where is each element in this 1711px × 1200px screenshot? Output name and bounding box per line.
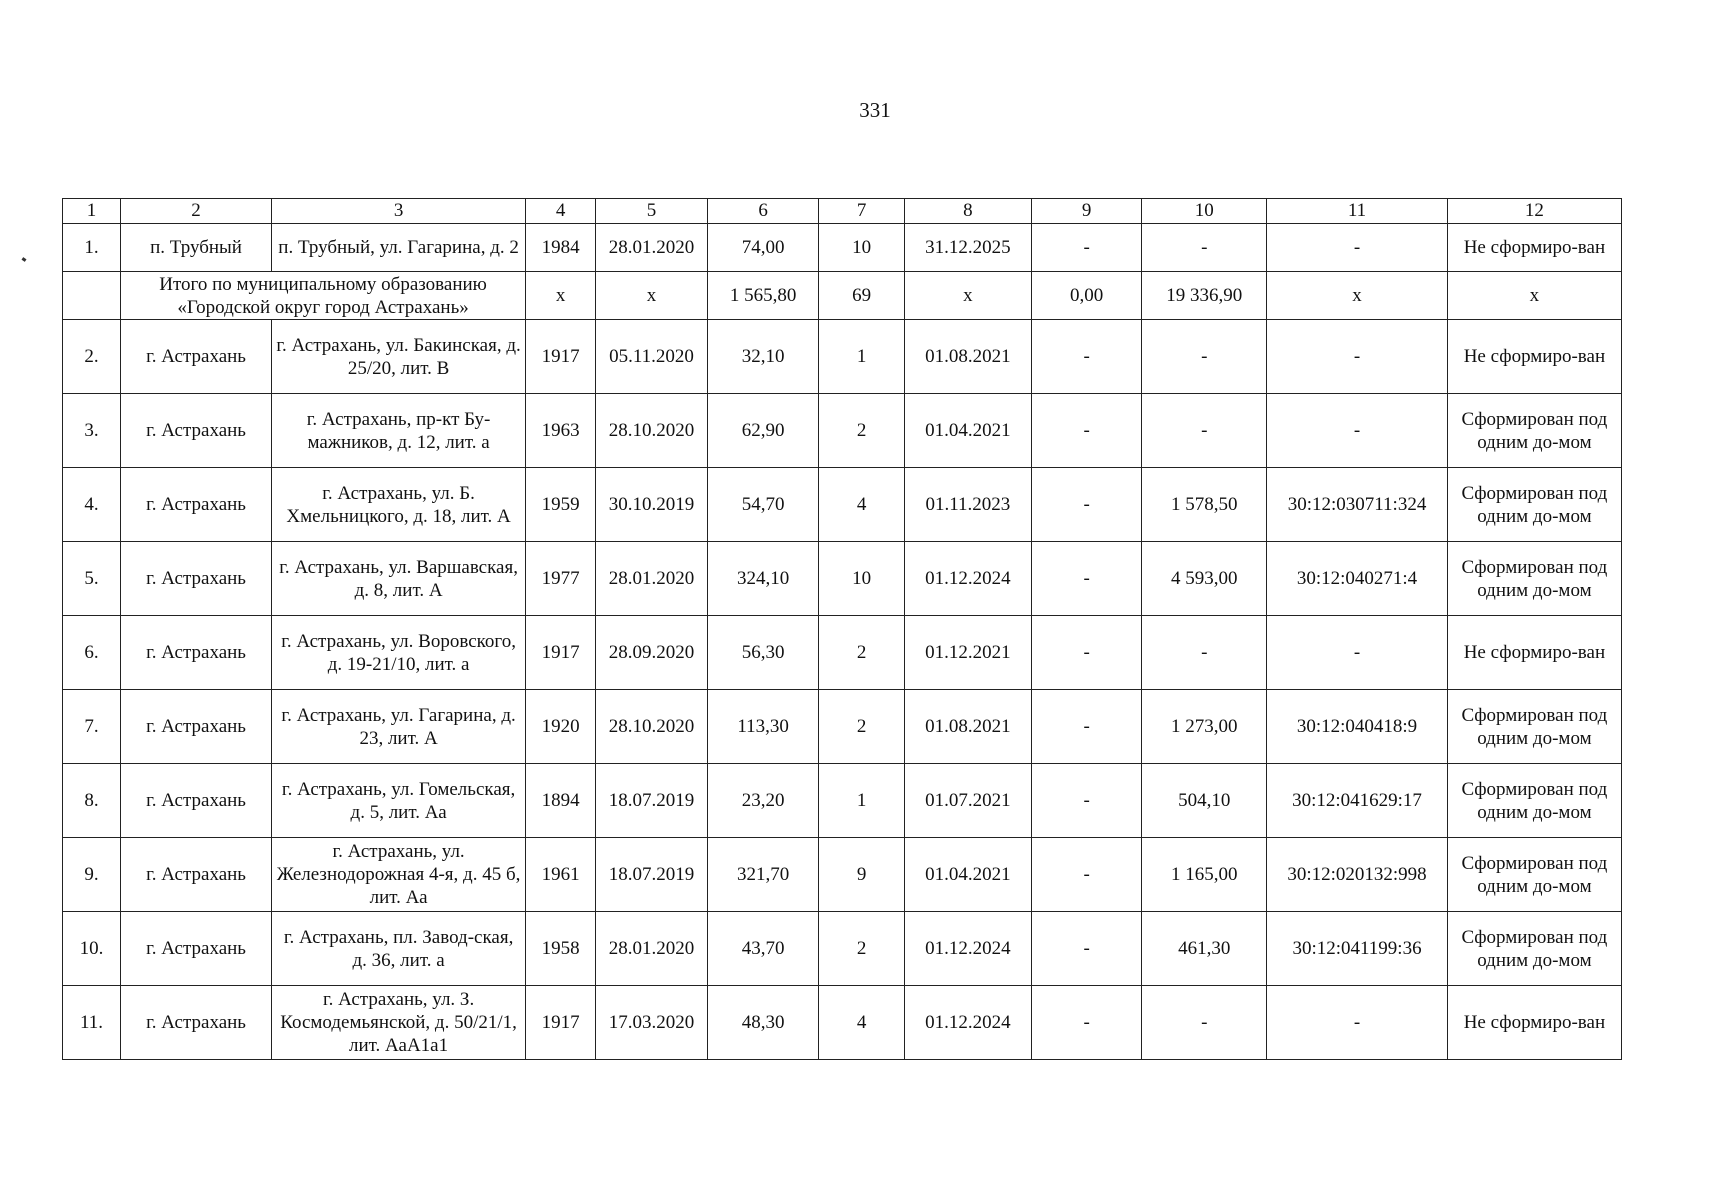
table-cell: 7. <box>63 690 121 764</box>
table-cell: Не сформиро-ван <box>1447 224 1621 272</box>
column-number: 1 <box>63 199 121 224</box>
table-cell: - <box>1031 912 1142 986</box>
total-cell: х <box>526 272 596 320</box>
table-cell: 1977 <box>526 542 596 616</box>
table-cell: - <box>1142 224 1267 272</box>
table-cell: г. Астрахань <box>121 542 272 616</box>
table-cell: 2 <box>819 394 904 468</box>
table-cell: 17.03.2020 <box>596 986 708 1060</box>
table-cell: г. Астрахань <box>121 690 272 764</box>
table-cell: - <box>1031 468 1142 542</box>
total-row <box>63 272 1622 320</box>
table-cell: 28.01.2020 <box>596 224 708 272</box>
table-row <box>63 838 1622 912</box>
table-cell: - <box>1031 542 1142 616</box>
table-cell: 01.12.2024 <box>904 912 1031 986</box>
table-cell: г. Астрахань <box>121 394 272 468</box>
table-cell: Сформирован под одним до-мом <box>1447 690 1621 764</box>
table-cell: 113,30 <box>707 690 819 764</box>
table-cell: 1963 <box>526 394 596 468</box>
table-cell: Сформирован под одним до-мом <box>1447 542 1621 616</box>
table-cell: 9 <box>819 838 904 912</box>
table-cell: г. Астрахань, ул. Б. Хмельницкого, д. 18, лит. А <box>272 468 526 542</box>
table-row <box>63 542 1622 616</box>
table-cell: 28.01.2020 <box>596 912 708 986</box>
empty-cell <box>63 272 121 320</box>
table-cell: 30:12:020132:998 <box>1267 838 1448 912</box>
table-cell: - <box>1267 320 1448 394</box>
column-number: 6 <box>707 199 819 224</box>
table-row <box>63 468 1622 542</box>
housing-registry-table <box>62 198 1622 1060</box>
table-cell: 2. <box>63 320 121 394</box>
table-cell: 1 273,00 <box>1142 690 1267 764</box>
table-cell: г. Астрахань <box>121 838 272 912</box>
table-cell: 18.07.2019 <box>596 764 708 838</box>
table-cell: 30:12:041629:17 <box>1267 764 1448 838</box>
table-cell: 3. <box>63 394 121 468</box>
table-cell: - <box>1031 320 1142 394</box>
table-cell: 4. <box>63 468 121 542</box>
table-cell: 6. <box>63 616 121 690</box>
table-cell: 28.09.2020 <box>596 616 708 690</box>
table-cell: г. Астрахань <box>121 912 272 986</box>
table-cell: 504,10 <box>1142 764 1267 838</box>
table-cell: 1 578,50 <box>1142 468 1267 542</box>
table-cell: - <box>1031 616 1142 690</box>
table-cell: - <box>1142 394 1267 468</box>
table-cell: 30:12:041199:36 <box>1267 912 1448 986</box>
column-number: 2 <box>121 199 272 224</box>
total-cell: х <box>1267 272 1448 320</box>
table-cell: Сформирован под одним до-мом <box>1447 764 1621 838</box>
table-cell: 4 593,00 <box>1142 542 1267 616</box>
table-cell: 1 <box>819 764 904 838</box>
table-cell: 31.12.2025 <box>904 224 1031 272</box>
table-cell: - <box>1142 986 1267 1060</box>
table-cell: - <box>1267 616 1448 690</box>
table-row <box>63 616 1622 690</box>
table-cell: 1917 <box>526 616 596 690</box>
total-cell: х <box>904 272 1031 320</box>
table-cell: 01.04.2021 <box>904 394 1031 468</box>
column-number: 3 <box>272 199 526 224</box>
table-cell: г. Астрахань, пл. Завод-ская, д. 36, лит. а <box>272 912 526 986</box>
total-cell: х <box>596 272 708 320</box>
table-cell: - <box>1142 616 1267 690</box>
table-cell: 43,70 <box>707 912 819 986</box>
table-row <box>63 394 1622 468</box>
table-cell: 74,00 <box>707 224 819 272</box>
table-row <box>63 224 1622 272</box>
table-cell: 01.12.2021 <box>904 616 1031 690</box>
scan-mark <box>22 257 27 262</box>
table-cell: 1917 <box>526 320 596 394</box>
table-cell: г. Астрахань, ул. Бакинская, д. 25/20, лит. В <box>272 320 526 394</box>
table-cell: 10. <box>63 912 121 986</box>
page-number: 331 <box>859 98 891 122</box>
table-cell: 01.12.2024 <box>904 986 1031 1060</box>
column-number: 12 <box>1447 199 1621 224</box>
column-number: 5 <box>596 199 708 224</box>
table-cell: 48,30 <box>707 986 819 1060</box>
table-cell: 28.10.2020 <box>596 394 708 468</box>
table-row <box>63 690 1622 764</box>
table-cell: 32,10 <box>707 320 819 394</box>
table-cell: 28.01.2020 <box>596 542 708 616</box>
table-cell: Не сформиро-ван <box>1447 986 1621 1060</box>
column-number: 9 <box>1031 199 1142 224</box>
table-cell: 01.08.2021 <box>904 690 1031 764</box>
table-cell: - <box>1267 224 1448 272</box>
table-cell: г. Астрахань <box>121 468 272 542</box>
table-cell: - <box>1031 224 1142 272</box>
table-cell: 1917 <box>526 986 596 1060</box>
table-cell: 62,90 <box>707 394 819 468</box>
table-cell: 18.07.2019 <box>596 838 708 912</box>
total-cell: 0,00 <box>1031 272 1142 320</box>
total-cell: 69 <box>819 272 904 320</box>
table-cell: - <box>1031 986 1142 1060</box>
table-cell: 01.04.2021 <box>904 838 1031 912</box>
table-cell: 324,10 <box>707 542 819 616</box>
table-cell: 30.10.2019 <box>596 468 708 542</box>
table-cell: Не сформиро-ван <box>1447 616 1621 690</box>
table-cell: г. Астрахань, ул. З. Космодемьянской, д. 50/21/1, лит. АаА1а1 <box>272 986 526 1060</box>
table-cell: г. Астрахань, ул. Железнодорожная 4-я, д. 45 б, лит. Аа <box>272 838 526 912</box>
table-body <box>63 224 1622 1060</box>
table-cell: 8. <box>63 764 121 838</box>
total-cell: 1 565,80 <box>707 272 819 320</box>
table-cell: 321,70 <box>707 838 819 912</box>
table-cell: г. Астрахань <box>121 764 272 838</box>
table-cell: 1984 <box>526 224 596 272</box>
table-cell: 10 <box>819 542 904 616</box>
table-cell: 11. <box>63 986 121 1060</box>
total-cell: х <box>1447 272 1621 320</box>
table-cell: Сформирован под одним до-мом <box>1447 468 1621 542</box>
table-cell: г. Астрахань <box>121 320 272 394</box>
table-cell: 1. <box>63 224 121 272</box>
table-cell: 01.08.2021 <box>904 320 1031 394</box>
table-cell: - <box>1031 690 1142 764</box>
column-number: 8 <box>904 199 1031 224</box>
table-cell: г. Астрахань, ул. Воровского, д. 19-21/10, лит. а <box>272 616 526 690</box>
table-cell: 30:12:040271:4 <box>1267 542 1448 616</box>
table-cell: 1894 <box>526 764 596 838</box>
table-cell: 1 165,00 <box>1142 838 1267 912</box>
table-cell: 01.11.2023 <box>904 468 1031 542</box>
table-cell: 56,30 <box>707 616 819 690</box>
table-cell: 1959 <box>526 468 596 542</box>
table-cell: 461,30 <box>1142 912 1267 986</box>
table-cell: 30:12:040418:9 <box>1267 690 1448 764</box>
table-cell: 1958 <box>526 912 596 986</box>
table-cell: г. Астрахань, пр-кт Бу-мажников, д. 12, лит. а <box>272 394 526 468</box>
table-row <box>63 320 1622 394</box>
table-cell: 4 <box>819 986 904 1060</box>
table-row <box>63 986 1622 1060</box>
table-header <box>63 199 1622 224</box>
table-cell: Сформирован под одним до-мом <box>1447 394 1621 468</box>
table-cell: 1920 <box>526 690 596 764</box>
table-cell: 01.07.2021 <box>904 764 1031 838</box>
table-row <box>63 764 1622 838</box>
table-cell: 2 <box>819 616 904 690</box>
table-cell: - <box>1142 320 1267 394</box>
table-cell: - <box>1267 986 1448 1060</box>
table-cell: г. Астрахань, ул. Гагарина, д. 23, лит. А <box>272 690 526 764</box>
table-row <box>63 912 1622 986</box>
table-cell: 01.12.2024 <box>904 542 1031 616</box>
table-cell: 10 <box>819 224 904 272</box>
table-cell: Сформирован под одним до-мом <box>1447 912 1621 986</box>
table-cell: г. Астрахань, ул. Гомельская, д. 5, лит. Аа <box>272 764 526 838</box>
table-cell: г. Астрахань <box>121 986 272 1060</box>
table-cell: 28.10.2020 <box>596 690 708 764</box>
table-cell: г. Астрахань, ул. Варшавская, д. 8, лит. А <box>272 542 526 616</box>
column-number: 10 <box>1142 199 1267 224</box>
table-cell: - <box>1267 394 1448 468</box>
table-cell: п. Трубный <box>121 224 272 272</box>
column-number: 11 <box>1267 199 1448 224</box>
total-cell: 19 336,90 <box>1142 272 1267 320</box>
table-cell: 9. <box>63 838 121 912</box>
table-cell: 4 <box>819 468 904 542</box>
column-number: 4 <box>526 199 596 224</box>
table-cell: 2 <box>819 690 904 764</box>
table-cell: 23,20 <box>707 764 819 838</box>
table-cell: - <box>1031 764 1142 838</box>
table-cell: г. Астрахань <box>121 616 272 690</box>
table-cell: п. Трубный, ул. Гагарина, д. 2 <box>272 224 526 272</box>
table-cell: 5. <box>63 542 121 616</box>
table-cell: 1 <box>819 320 904 394</box>
table-cell: 30:12:030711:324 <box>1267 468 1448 542</box>
table-cell: 1961 <box>526 838 596 912</box>
total-label: Итого по муниципальному образованию «Городской округ город Астрахань» <box>121 272 526 320</box>
table-cell: - <box>1031 838 1142 912</box>
table-cell: 54,70 <box>707 468 819 542</box>
column-number-row <box>63 199 1622 224</box>
table-cell: 2 <box>819 912 904 986</box>
table-cell: 05.11.2020 <box>596 320 708 394</box>
table-cell: Сформирован под одним до-мом <box>1447 838 1621 912</box>
table-cell: - <box>1031 394 1142 468</box>
table-cell: Не сформиро-ван <box>1447 320 1621 394</box>
column-number: 7 <box>819 199 904 224</box>
